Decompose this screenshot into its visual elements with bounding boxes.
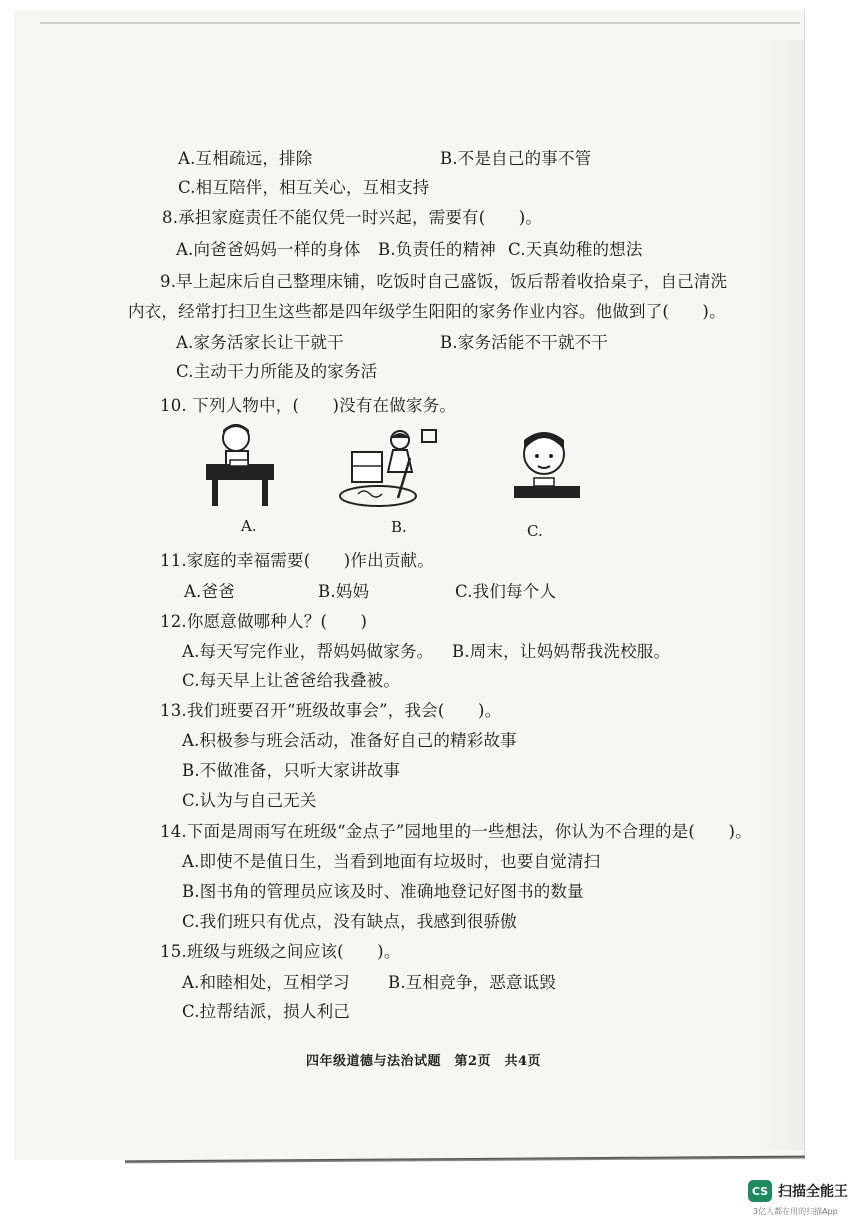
q15-question: 15.班级与班级之间应该( )。 [160,942,401,961]
q15-option-a: A.和睦相处，互相学习 [182,973,350,992]
q8-option-b: B.负责任的精神 [378,240,496,259]
q12-question: 12.你愿意做哪种人？( ) [160,612,368,631]
q15-option-b: B.互相竞争，恶意诋毁 [388,973,557,992]
child-at-desk-figure [200,418,280,510]
q12-option-b: B.周末，让妈妈帮我洗校服。 [452,642,671,661]
q7-option-b: B.不是自己的事不管 [440,149,592,168]
page-footer [0,1050,867,1069]
girl-sweeping-figure [338,426,450,510]
figure-a-label: A. [241,517,257,535]
q9-option-a: A.家务活家长让干就干 [176,333,344,352]
boy-eating-figure [510,424,582,506]
q8-option-a: A.向爸爸妈妈一样的身体 [176,240,361,259]
q7-option-c: C.相互陪伴，相互关心，互相支持 [178,178,430,197]
q8-question: 8.承担家庭责任不能仅凭一时兴起，需要有( )。 [162,208,543,227]
q11-question: 11.家庭的幸福需要( )作出贡献。 [160,551,434,570]
q9-option-b: B.家务活能不干就不干 [440,333,609,352]
q10-question: 10. 下列人物中，( )没有在做家务。 [160,396,457,415]
q9-question-line1: 9.早上起床后自己整理床铺，吃饭时自己盛饭，饭后帮着收拾桌子，自己清洗 [160,272,728,291]
q12-option-c: C.每天早上让爸爸给我叠被。 [182,671,401,690]
watermark-app-name: 扫描全能王 [778,1184,848,1200]
q13-option-a: A.积极参与班会活动，准备好自己的精彩故事 [182,731,517,750]
figure-b-label: B. [391,518,407,536]
camscanner-logo-icon: CS [748,1180,772,1202]
q14-question: 14.下面是周雨写在班级“金点子”园地里的一些想法，你认为不合理的是( )。 [160,822,752,841]
figure-c-label: C. [527,522,543,540]
q13-option-b: B.不做准备，只听大家讲故事 [182,761,401,780]
q8-option-c: C.天真幼稚的想法 [508,240,643,259]
q13-question: 13.我们班要召开“班级故事会”，我会( )。 [160,701,502,720]
footer-text: 四年级道德与法治试题 第2页 共4页 [305,1054,542,1069]
q11-option-c: C.我们每个人 [455,582,557,601]
q14-option-a: A.即使不是值日生，当看到地面有垃圾时，也要自觉清扫 [182,852,601,871]
q14-option-c: C.我们班只有优点，没有缺点，我感到很骄傲 [182,912,517,931]
q7-option-a: A.互相疏远，排除 [178,149,313,168]
watermark-tagline: 3亿人都在用的扫描App [753,1207,838,1216]
q9-option-c: C.主动干力所能及的家务活 [176,362,378,381]
paper-edge [40,22,800,24]
q9-question-line2: 内衣，经常打扫卫生这些都是四年级学生阳阳的家务作业内容。他做到了( )。 [128,302,726,321]
q14-option-b: B.图书角的管理员应该及时、准确地登记好图书的数量 [182,882,584,901]
q11-option-b: B.妈妈 [318,582,370,601]
q12-option-a: A.每天写完作业，帮妈妈做家务。 [182,642,434,661]
paper-fold [760,40,804,1150]
q13-option-c: C.认为与自己无关 [182,791,317,810]
q11-option-a: A.爸爸 [184,582,235,601]
q15-option-c: C.拉帮结派，损人利己 [182,1002,350,1021]
scanner-watermark [748,1178,858,1220]
